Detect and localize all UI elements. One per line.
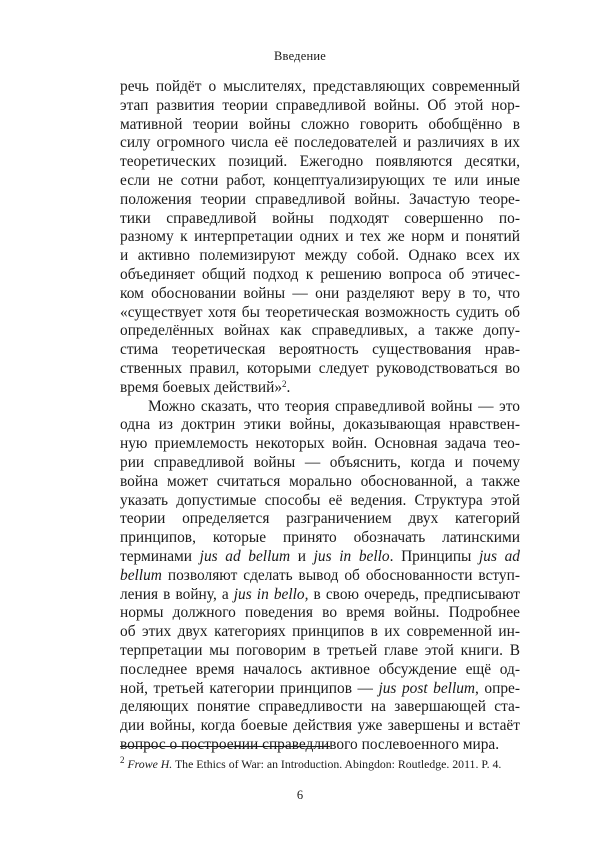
- text-line: [120, 454, 520, 473]
- text-run: этап развития теории справедливой войны. Об этой нор-: [120, 96, 520, 114]
- footnote-marker: 2: [120, 755, 125, 765]
- text-run: и: [290, 547, 314, 565]
- text-run: ления в войну, а: [120, 585, 234, 603]
- text-run: дии войны, когда боевые действия уже завершены и встаёт: [120, 717, 520, 735]
- text-line: [120, 210, 520, 229]
- text-run: стима теоретическая вероятность существования нрав-: [120, 341, 520, 359]
- text-line: [120, 680, 520, 699]
- text-run: , опре-: [475, 679, 521, 697]
- text-run: если не сотни работ, концептуализирующих те или иные: [120, 171, 520, 189]
- paragraph: [120, 398, 520, 755]
- text-run: позволяют сделать вывод об обоснованности вступ-: [161, 566, 520, 584]
- text-line: [120, 304, 520, 323]
- text-run: рии справедливой войны — объяснить, когда и почему: [120, 453, 520, 471]
- latin-term: bellum: [120, 566, 162, 584]
- latin-term: jus ad bellum: [199, 547, 291, 565]
- text-run: . Принципы: [389, 547, 480, 565]
- text-run: одна из доктрин этики войны, доказывающая нравствен-: [120, 416, 520, 434]
- latin-term: jus in bello: [313, 547, 390, 565]
- text-line: [120, 322, 520, 341]
- text-run: разному к интерпретации одних и тех же норм и понятий: [120, 228, 520, 246]
- text-line: [120, 247, 520, 266]
- text-run: силу огромного числа её последователей и различиях в их: [120, 134, 520, 152]
- text-run: война может считаться морально обоснованной, а также: [120, 472, 520, 490]
- text-line: [120, 698, 520, 717]
- text-run: и активно полемизируют между собой. Однако всех их: [120, 247, 520, 265]
- text-run: тики справедливой войны подходят совершенно по-: [120, 209, 520, 227]
- footnote-separator: [120, 746, 330, 747]
- page-number: 6: [296, 788, 304, 802]
- latin-term: jus post bellum: [378, 679, 476, 697]
- text-run: определённых войнах как справедливых, а также допу-: [120, 322, 520, 340]
- text-line: [120, 416, 520, 435]
- text-line: [120, 134, 520, 153]
- footnote: [120, 757, 530, 771]
- text-line: [120, 97, 520, 116]
- text-run: принципов, которые принято обозначать латинскими: [120, 529, 520, 547]
- text-run: «существует хотя бы теоретическая возможность судить об: [120, 303, 520, 321]
- text-run: Можно сказать, что теория справедливой войны — это: [148, 397, 520, 415]
- text-line: [120, 529, 520, 548]
- text-line: [120, 567, 520, 586]
- text-line: [120, 266, 520, 285]
- text-run: указать допустимые способы её ведения. Структура этой: [120, 491, 520, 509]
- text-run: ную приемлемость некоторых войн. Основная задача тео-: [120, 435, 520, 453]
- text-run: речь пойдёт о мыслителях, представляющих современный: [120, 78, 520, 95]
- body-text: [120, 78, 520, 755]
- text-line: [120, 586, 520, 605]
- text-run: ственных правил, которыми следует руководствоваться во: [120, 359, 520, 377]
- text-line: [120, 717, 520, 736]
- text-line: [120, 623, 520, 642]
- text-run: ком обосновании войны — они разделяют веру в то, что: [120, 284, 520, 302]
- text-run: последнее время началось активное обсуждение ещё од-: [120, 660, 520, 678]
- latin-term: jus in bello,: [233, 585, 309, 603]
- text-run: деляющих понятие справедливости на завершающей ста-: [120, 698, 520, 716]
- text-run: вопрос о построении справедливого послевоенного мира.: [120, 735, 500, 753]
- paragraph: [120, 78, 520, 398]
- text-line: [120, 228, 520, 247]
- text-line: [120, 116, 520, 135]
- text-line: [120, 379, 520, 398]
- text-run: ной, третьей категории принципов —: [120, 679, 379, 697]
- text-run: нормы должного поведения во время войны. Подробнее: [120, 604, 520, 622]
- text-run: терпретации мы поговорим в третьей главе этой книги. В: [120, 641, 520, 659]
- text-run: в свою очередь, предписывают: [308, 585, 521, 603]
- text-line: [120, 473, 520, 492]
- text-run: терминами: [120, 547, 200, 565]
- running-title: Введение: [274, 49, 326, 63]
- text-run: время боевых действий»: [120, 378, 283, 396]
- text-line: [120, 153, 520, 172]
- text-line: [120, 341, 520, 360]
- text-line: [120, 78, 520, 97]
- text-line: [120, 191, 520, 210]
- text-run: теории определяется разграничением двух категорий: [120, 510, 520, 528]
- text-line: [120, 360, 520, 379]
- text-run: мативной теории войны сложно говорить обобщённо в: [120, 115, 520, 133]
- text-run: об этих двух категориях принципов в их современной ин-: [120, 623, 520, 641]
- text-line: [120, 398, 520, 417]
- footnote-author: Frowe H.: [127, 757, 173, 771]
- latin-term: jus ad: [479, 547, 521, 565]
- text-line: [120, 435, 520, 454]
- text-line: [120, 510, 520, 529]
- text-line: [120, 661, 520, 680]
- text-run: объединяет общий подход к решению вопроса об этичес-: [120, 265, 520, 283]
- text-line: [120, 492, 520, 511]
- text-line: [120, 172, 520, 191]
- text-line: [120, 548, 520, 567]
- text-line: [120, 285, 520, 304]
- footnote-reference: 2: [282, 378, 287, 389]
- text-line: [120, 642, 520, 661]
- footnote-text: The Ethics of War: an Introduction. Abingdon: Routledge. 2011. P. 4.: [172, 757, 502, 771]
- text-line: [120, 604, 520, 623]
- text-run: .: [286, 378, 291, 396]
- text-run: положения теории справедливой войны. Зачастую теоре-: [120, 190, 520, 208]
- text-run: теоретических позиций. Ежегодно появляются десятки,: [120, 153, 520, 171]
